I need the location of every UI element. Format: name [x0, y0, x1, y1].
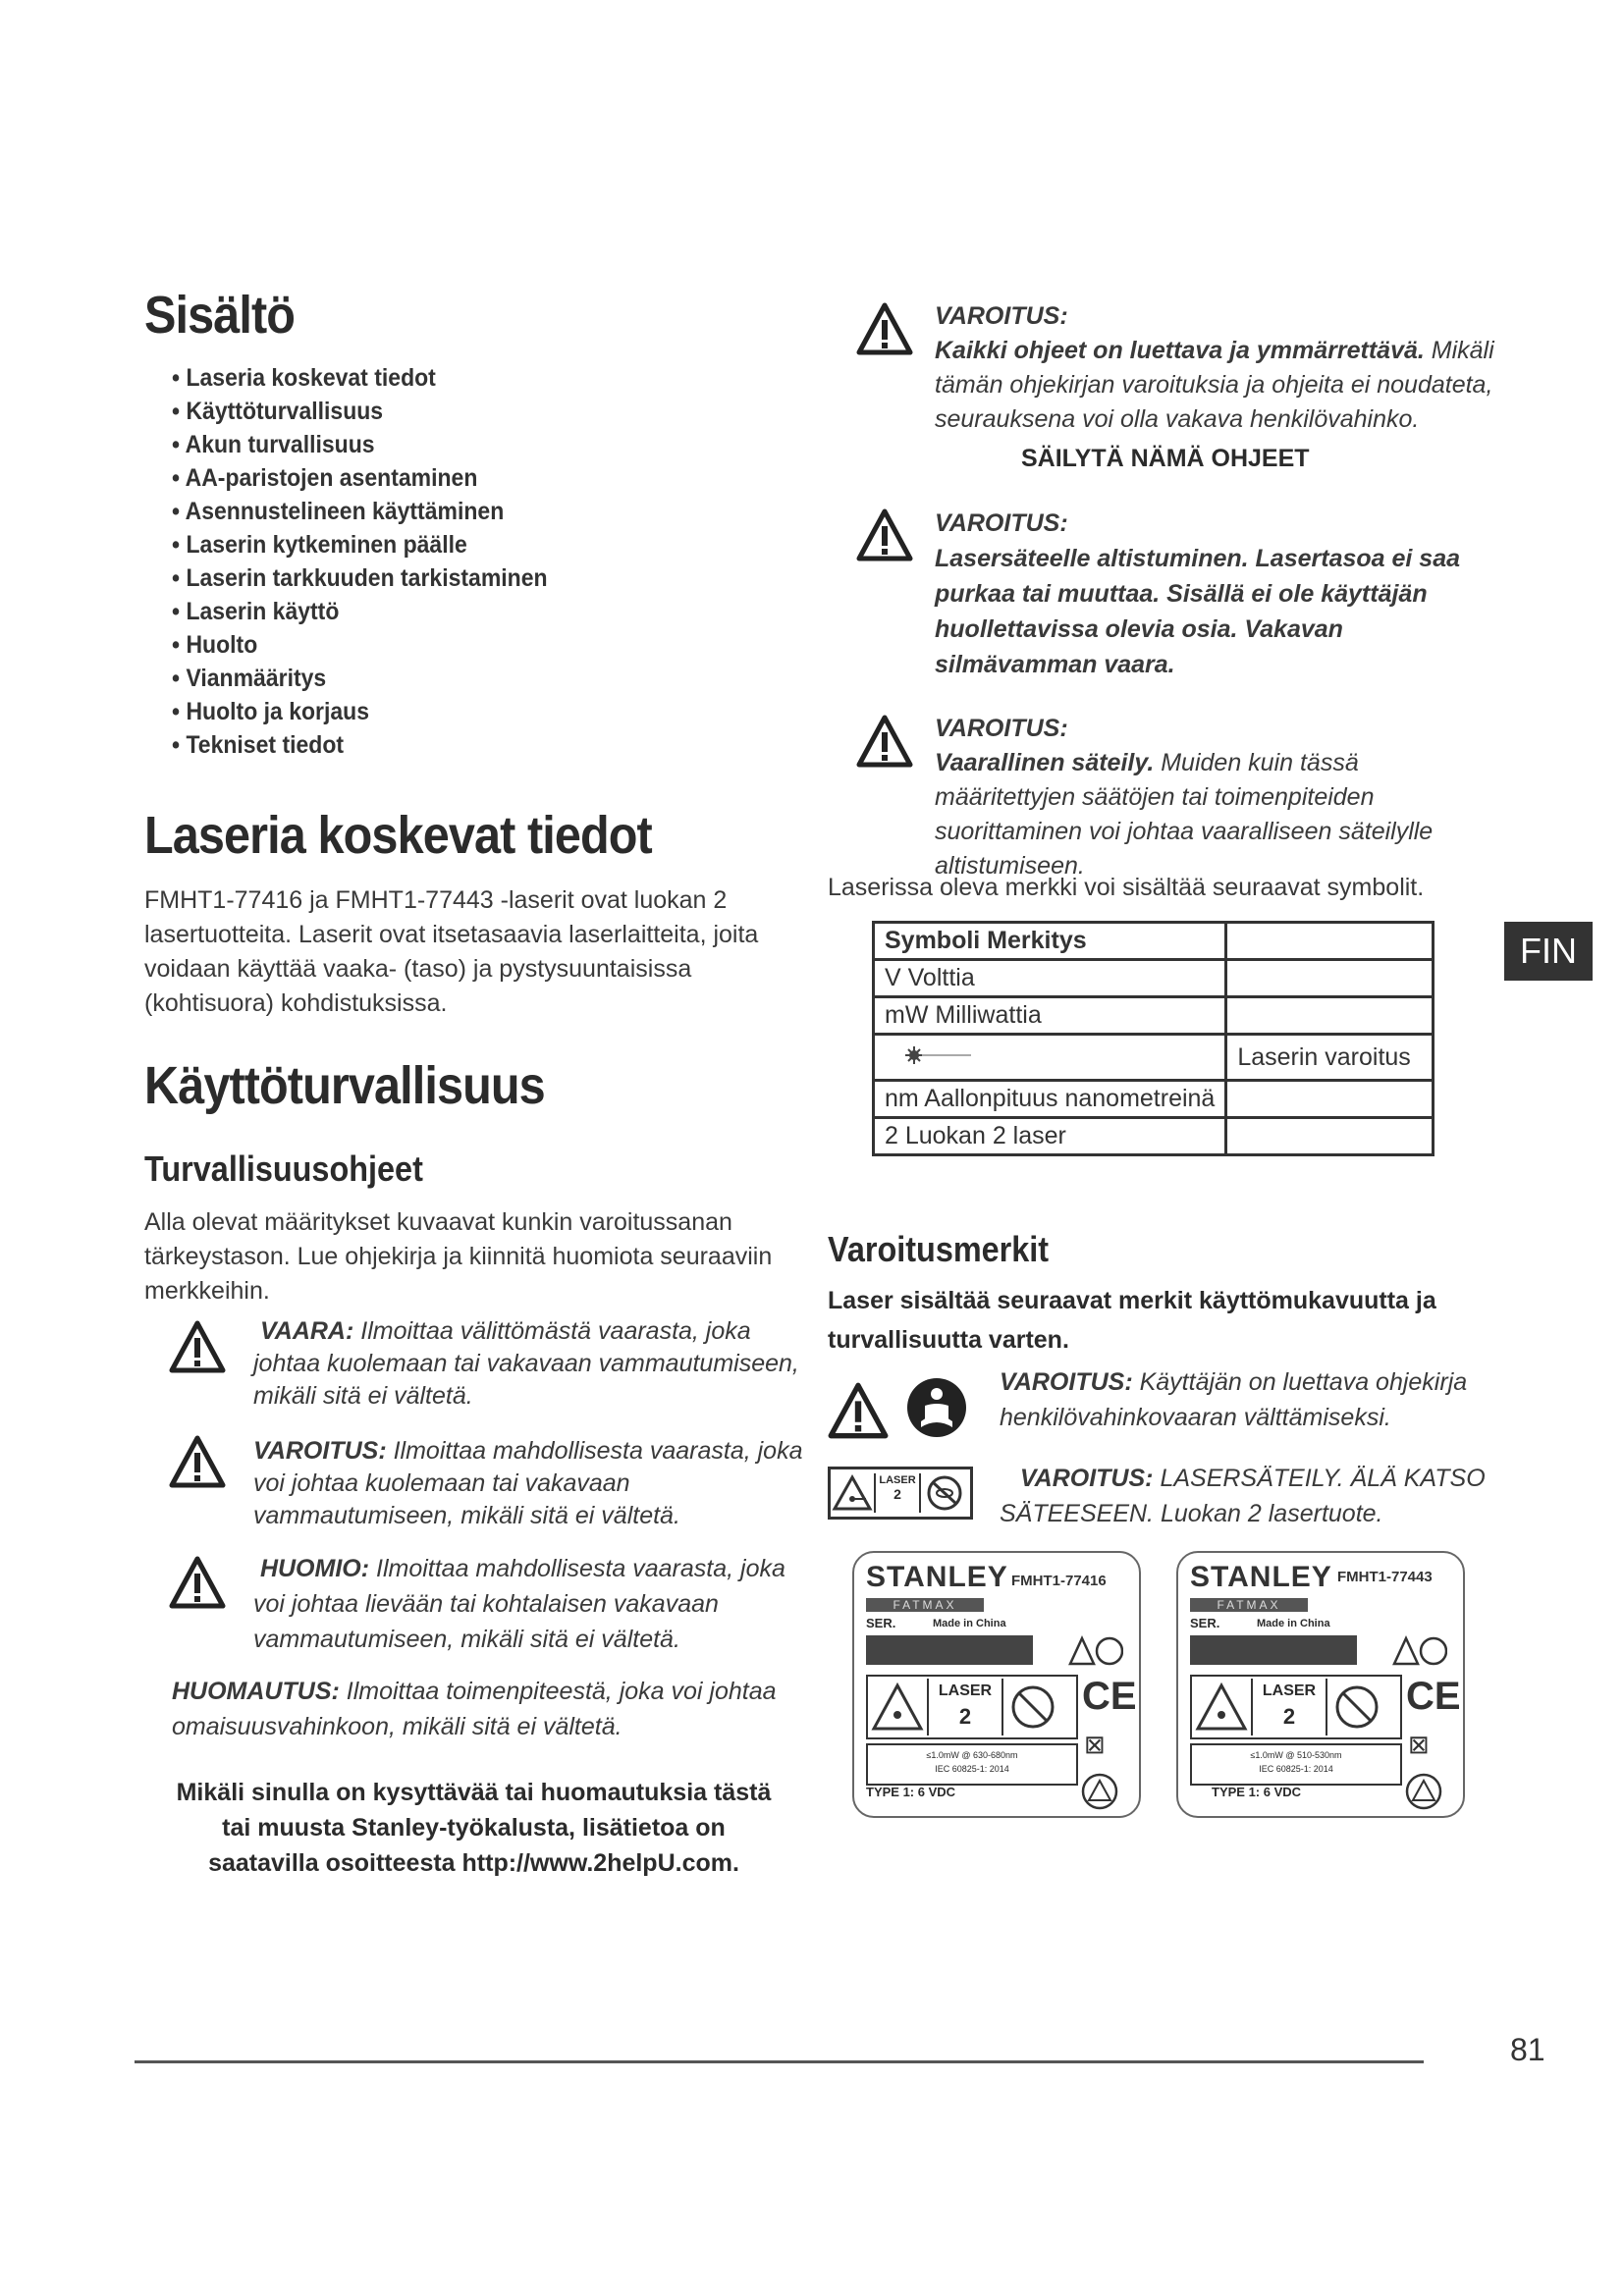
laser-class-label-icon	[828, 1467, 973, 1520]
laser-class-box: LASER 2	[866, 1675, 1078, 1739]
read-manual-icon	[905, 1376, 968, 1439]
serial-label: SER.	[1190, 1616, 1220, 1630]
label-warning-2: VAROITUS: LASERSÄTEILY. ÄLÄ KATSO SÄTEESEEN. Luokan 2 lasertuote.	[1000, 1465, 1486, 1527]
toc-item: • Huolto	[172, 631, 258, 659]
laser-warning-icon	[831, 1473, 874, 1513]
toc-item: • Laserin tarkkuuden tarkistaminen	[172, 564, 548, 592]
sub-brand: FATMAX	[866, 1598, 984, 1612]
toc-item: • Huolto ja korjaus	[172, 698, 370, 725]
keep-instructions: SÄILYTÄ NÄMÄ OHJEET	[1021, 445, 1310, 472]
product-label-77443	[1176, 1551, 1465, 1818]
toc-item: • Laserin kytkeminen päälle	[172, 531, 467, 559]
type-rating: TYPE 1: 6 VDC	[866, 1785, 956, 1799]
vaara-text: VAARA: Ilmoittaa välittömästä vaarasta, joka johtaa kuolemaan tai vakavaan vammautumiseen, mikäli sitä ei vältetä.	[253, 1317, 799, 1410]
laser-symbol-cell	[874, 1035, 1226, 1081]
table-header: Symboli Merkitys	[874, 923, 1226, 960]
table-row: Laserin varoitus	[1226, 1035, 1434, 1081]
serial-bar	[866, 1635, 1033, 1665]
table-row: nm Aallonpituus nanometreinä	[874, 1081, 1226, 1118]
varoitus-text: VAROITUS: Ilmoittaa mahdollisesta vaarasta, joka voi johtaa kuolemaan tai vakavaan vammautumiseen, mikäli sitä ei vältetä.	[253, 1437, 803, 1529]
toc-item: • AA-paristojen asentaminen	[172, 464, 478, 492]
symbol-table	[872, 921, 1435, 1156]
footer-rule	[135, 2060, 1424, 2063]
warning-2: VAROITUS: Lasersäteelle altistuminen. Lasertasoa ei saa purkaa tai muuttaa. Sisällä ei ole käyttäjän huollettavissa olevia osia. Vakavan silmävamman vaara.	[935, 509, 1460, 678]
contact-text: Mikäli sinulla on kysyttävää tai huomautuksia tästä tai muusta Stanley-työkalusta, lisätietoa on saatavilla osoitteesta http://www.2helpU.com.	[176, 1779, 772, 1877]
spec-box: ≤1.0mW @ 510-530nm IEC 60825-1: 2014	[1190, 1743, 1402, 1786]
page-number: 81	[1510, 2032, 1545, 2067]
serial-bar	[1190, 1635, 1357, 1665]
weee-bin-icon: ⊠	[1408, 1730, 1430, 1759]
laser-warning-icon	[1192, 1680, 1251, 1735]
warning-triangle-icon	[828, 1382, 889, 1439]
safety-intro: Alla olevat määritykset kuvaavat kunkin varoitussanan tärkeystason. Lue ohjekirja ja kiinnitä huomiota seuraaviin merkkeihin.	[144, 1208, 773, 1305]
table-row: mW Milliwattia	[874, 997, 1226, 1035]
warning-triangle-icon	[856, 508, 913, 561]
serial-label: SER.	[866, 1616, 896, 1630]
safety-subtitle: Turvallisuusohjeet	[144, 1148, 423, 1189]
safety-title: Käyttöturvallisuus	[144, 1056, 545, 1115]
ce-mark: CE	[1406, 1675, 1461, 1718]
weee-bin-icon: ⊠	[1084, 1730, 1106, 1759]
laser-class-box: LASER 2	[874, 1473, 921, 1513]
table-row: V Volttia	[874, 960, 1226, 997]
no-stare-icon	[921, 1473, 968, 1513]
brand-logo: STANLEY	[1190, 1561, 1332, 1593]
toc-item: • Tekniset tiedot	[172, 731, 345, 759]
laser-info-text: FMHT1-77416 ja FMHT1-77443 -laserit ovat luokan 2 lasertuotteita. Laserit ovat itsetasaavia laserlaitteita, joita voidaan käyttää vaaka- (taso) ja pystysuuntaisissa (kohtisuora) kohdistuksissa.	[144, 886, 759, 1017]
toc-item: • Akun turvallisuus	[172, 431, 375, 458]
toc-item: • Vianmääritys	[172, 665, 327, 692]
warning-triangle-icon	[169, 1435, 226, 1488]
huomautus-text: HUOMAUTUS: Ilmoittaa toimenpiteestä, joka voi johtaa omaisuusvahinkoon, mikäli sitä ei vältetä.	[172, 1678, 777, 1740]
warning-triangle-icon	[856, 302, 913, 355]
no-stare-icon	[1327, 1680, 1386, 1735]
toc-list	[172, 361, 580, 762]
no-stare-icon	[1003, 1680, 1062, 1735]
sub-brand: FATMAX	[1190, 1598, 1308, 1612]
made-in: Made in China	[1257, 1618, 1330, 1629]
brand-logo: STANLEY	[866, 1561, 1008, 1593]
model-number: FMHT1-77443	[1337, 1569, 1433, 1585]
toc-item: • Käyttöturvallisuus	[172, 398, 384, 425]
model-number: FMHT1-77416	[1011, 1573, 1107, 1589]
warning-triangle-icon	[169, 1320, 226, 1373]
laser-class-box: LASER 2	[1190, 1675, 1402, 1739]
warning-labels-title: Varoitusmerkit	[828, 1229, 1050, 1269]
warning-labels-intro: Laser sisältää seuraavat merkit käyttömukavuutta ja turvallisuutta varten.	[828, 1287, 1436, 1354]
label-warning-1: VAROITUS: Käyttäjän on luettava ohjekirja henkilövahinkovaaran välttämiseksi.	[1000, 1368, 1468, 1431]
table-row: 2 Luokan 2 laser	[874, 1118, 1226, 1155]
warning-3: VAROITUS: Vaarallinen säteily. Muiden kuin tässä määritettyjen säätöjen tai toimenpiteiden suorittaminen voi johtaa vaaralliseen säteilylle altistumiseen.	[935, 715, 1434, 880]
warning-triangle-icon	[1068, 1635, 1123, 1667]
huomio-text: HUOMIO: Ilmoittaa mahdollisesta vaarasta, joka voi johtaa lievään tai kohtalaisen vakavaan vammautumiseen, mikäli sitä ei vältetä.	[253, 1555, 785, 1653]
product-label-77416	[852, 1551, 1141, 1818]
warning-triangle-icon	[169, 1556, 226, 1609]
spec-box: ≤1.0mW @ 630-680nm IEC 60825-1: 2014	[866, 1743, 1078, 1786]
toc-item: • Laseria koskevat tiedot	[172, 364, 436, 392]
warning-triangle-icon	[1402, 1773, 1445, 1810]
made-in: Made in China	[933, 1618, 1006, 1629]
toc-title: Sisältö	[144, 286, 296, 345]
ce-mark: CE	[1082, 1675, 1137, 1718]
laser-warning-icon	[868, 1680, 927, 1735]
type-rating: TYPE 1: 6 VDC	[1212, 1785, 1302, 1799]
warning-triangle-icon	[856, 715, 913, 768]
language-tab: FIN	[1504, 922, 1593, 981]
toc-item: • Laserin käyttö	[172, 598, 340, 625]
laser-info-title: Laseria koskevat tiedot	[144, 806, 652, 865]
symbols-intro: Laserissa oleva merkki voi sisältää seuraavat symbolit.	[828, 874, 1425, 901]
warning-triangle-icon	[1078, 1773, 1121, 1810]
warning-1: VAROITUS: Kaikki ohjeet on luettava ja ymmärrettävä. Mikäli tämän ohjekirjan varoituksia ja ohjeita ei noudateta, seurauksena voi olla vakava henkilövahinko.	[935, 302, 1494, 433]
laser-beam-icon	[885, 1045, 973, 1065]
warning-triangle-icon	[1392, 1635, 1447, 1667]
toc-item: • Asennustelineen käyttäminen	[172, 498, 505, 525]
